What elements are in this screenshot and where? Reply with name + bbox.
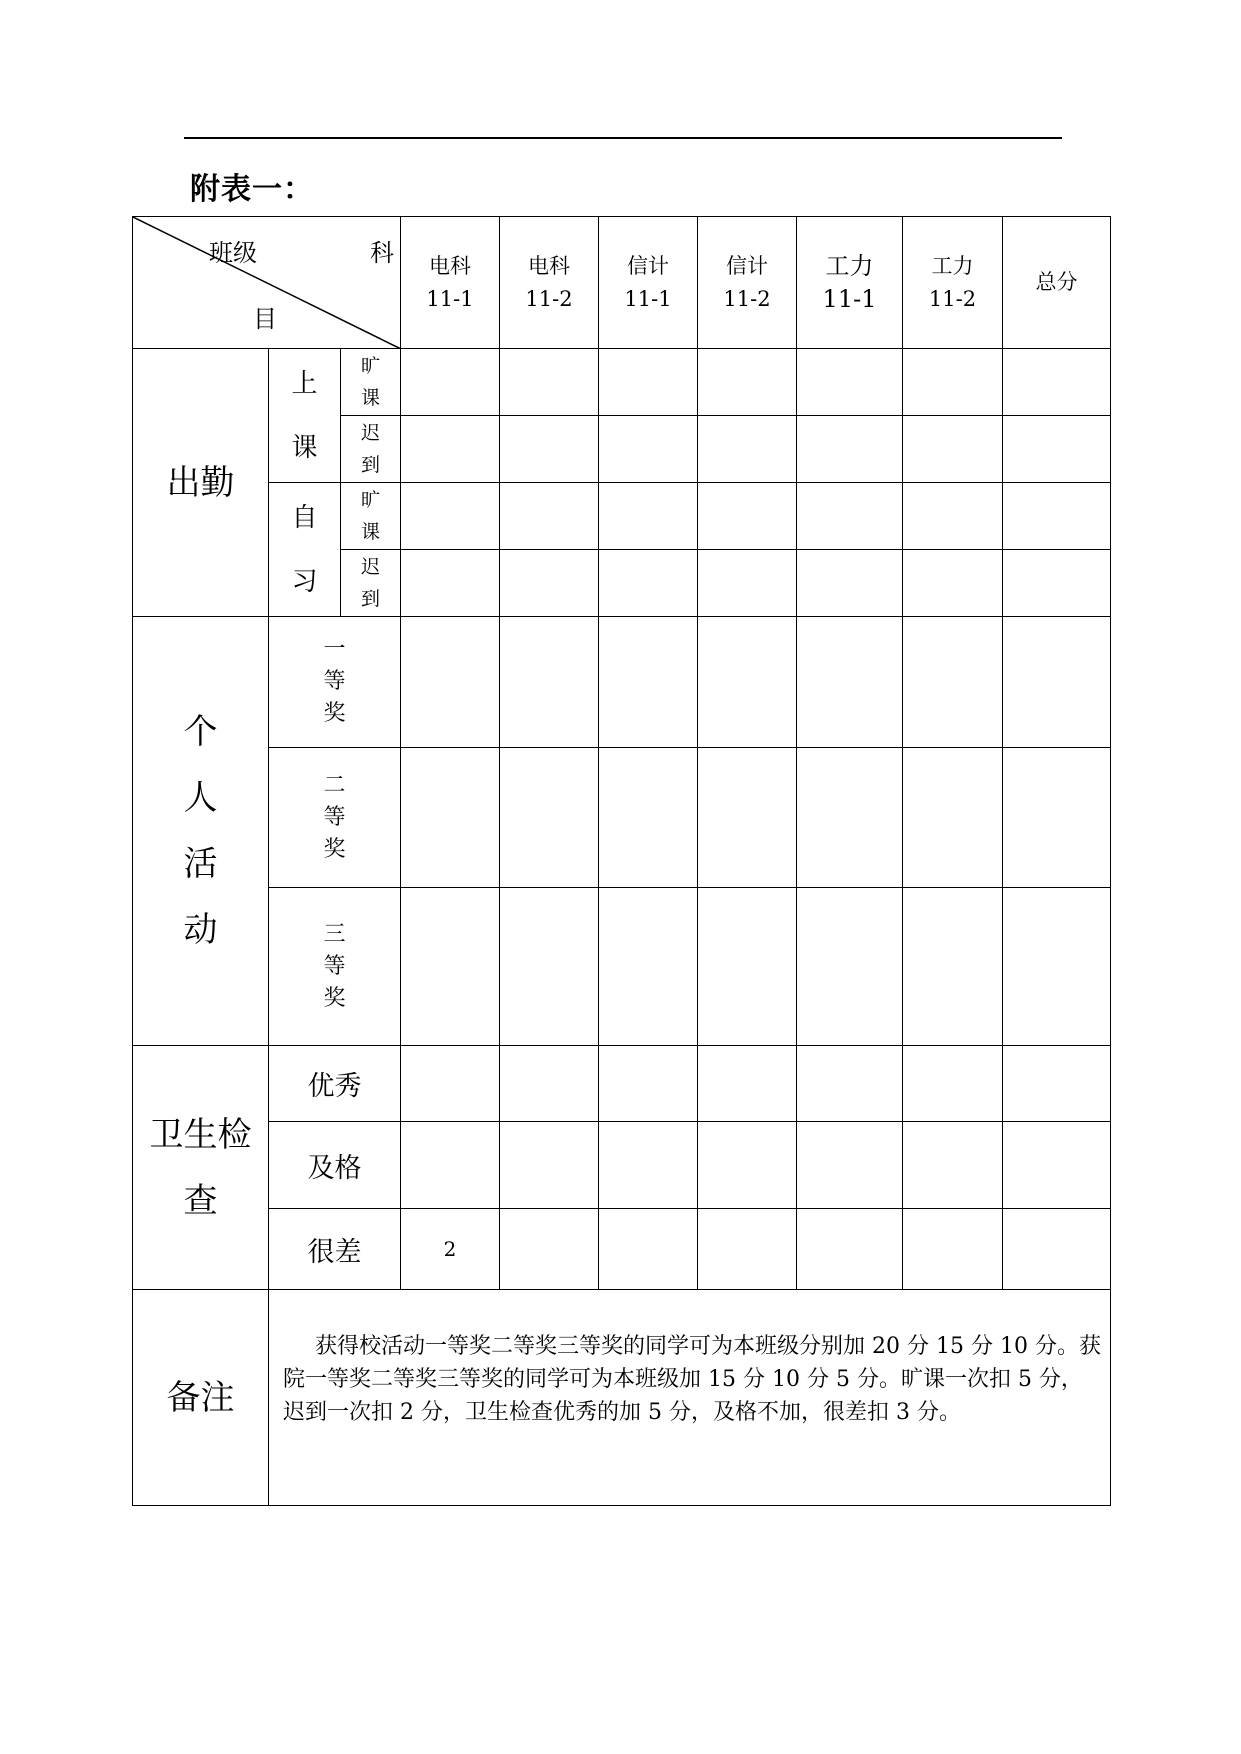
score-table: [132, 216, 1111, 1506]
table-cell: [1003, 748, 1111, 888]
table-cell: [903, 748, 1003, 888]
hygiene-row-poor: [133, 1209, 1111, 1290]
table-cell: [797, 550, 903, 617]
activities-third-prize-label: 三 等 奖: [269, 888, 401, 1046]
table-cell: [797, 1209, 903, 1290]
table-cell: [599, 748, 698, 888]
table-cell: [903, 483, 1003, 550]
table-cell: [500, 349, 599, 416]
corner-subject-label-1: 科: [370, 239, 395, 267]
table-cell: [500, 1046, 599, 1122]
attendance-row-class-absent: [133, 349, 1111, 416]
table-cell: [1003, 1209, 1111, 1290]
table-cell: [797, 748, 903, 888]
attendance-row-study-absent: [133, 483, 1111, 550]
col-header-gl-11-2: 工力 11-2: [903, 217, 1003, 349]
table-cell: [1003, 550, 1111, 617]
attendance-class-group: 上 课: [269, 349, 341, 483]
attendance-absent-label: 旷 课: [341, 483, 401, 550]
table-cell: [797, 483, 903, 550]
hygiene-row-excellent: [133, 1046, 1111, 1122]
col-header-dk-11-1: 电科 11-1: [401, 217, 500, 349]
table-cell: [401, 888, 500, 1046]
activities-label: 个 人 活 动: [133, 617, 269, 1046]
attendance-label: 出勤: [133, 349, 269, 617]
table-cell: [698, 1209, 797, 1290]
activities-row-third: [133, 888, 1111, 1046]
table-cell: [698, 416, 797, 483]
table-cell: [903, 1209, 1003, 1290]
table-cell: [903, 888, 1003, 1046]
table-cell: [599, 888, 698, 1046]
table-cell: [500, 483, 599, 550]
attendance-late-label: 迟 到: [341, 550, 401, 617]
table-cell: [903, 550, 1003, 617]
attendance-late-label: 迟 到: [341, 416, 401, 483]
remarks-row: [133, 1290, 1111, 1506]
table-cell: [698, 1046, 797, 1122]
table-cell: [698, 349, 797, 416]
table-cell: [1003, 617, 1111, 748]
header-row: [133, 217, 1111, 349]
table-cell: [401, 1122, 500, 1209]
table-cell: [903, 349, 1003, 416]
table-cell: [599, 617, 698, 748]
table-cell: [797, 888, 903, 1046]
hygiene-label: 卫生检 查: [133, 1046, 269, 1290]
table-cell: [1003, 349, 1111, 416]
col-header-xj-11-1: 信计 11-1: [599, 217, 698, 349]
table-cell: [500, 1122, 599, 1209]
table-cell: [698, 617, 797, 748]
corner-class-label: 班级: [209, 239, 257, 267]
table-cell: [1003, 888, 1111, 1046]
table-cell: [500, 617, 599, 748]
table-cell: [401, 550, 500, 617]
table-cell: [401, 1046, 500, 1122]
table-cell: [698, 483, 797, 550]
page-heading: 附表一：: [190, 172, 314, 207]
table-cell: [797, 1046, 903, 1122]
table-cell: [903, 617, 1003, 748]
corner-cell: [133, 217, 401, 349]
table-cell: [1003, 483, 1111, 550]
table-cell: [698, 888, 797, 1046]
table-cell: [698, 1122, 797, 1209]
table-cell: [500, 888, 599, 1046]
hygiene-poor-label: 很差: [269, 1209, 401, 1290]
col-header-xj-11-2: 信计 11-2: [698, 217, 797, 349]
table-cell: [500, 1209, 599, 1290]
attendance-study-group: 自 习: [269, 483, 341, 617]
table-cell: [401, 416, 500, 483]
table-cell: [797, 1122, 903, 1209]
table-cell: [698, 748, 797, 888]
hygiene-row-pass: [133, 1122, 1111, 1209]
table-cell: [797, 416, 903, 483]
activities-row-second: [133, 748, 1111, 888]
table-cell: [500, 748, 599, 888]
hygiene-excellent-label: 优秀: [269, 1046, 401, 1122]
col-header-gl-11-1: 工力 11-1: [797, 217, 903, 349]
table-cell: [903, 1122, 1003, 1209]
table-cell: [599, 349, 698, 416]
table-cell: [903, 416, 1003, 483]
table-cell: [599, 416, 698, 483]
hygiene-pass-label: 及格: [269, 1122, 401, 1209]
table-cell: [500, 550, 599, 617]
table-cell: [401, 349, 500, 416]
table-cell: [698, 550, 797, 617]
activities-second-prize-label: 二 等 奖: [269, 748, 401, 888]
table-cell: [1003, 416, 1111, 483]
activities-first-prize-label: 一 等 奖: [269, 617, 401, 748]
remarks-text: 获得校活动一等奖二等奖三等奖的同学可为本班级分别加 20 分 15 分 10 分。获院一等奖二等奖三等奖的同学可为本班级加 15 分 10 分 5 分。旷课一次扣 5 分，迟到一次扣 2 分，卫生检查优秀的加 5 分，及格不加，很差扣 3 分。: [269, 1290, 1111, 1506]
table-cell: [599, 550, 698, 617]
table-cell: [599, 1046, 698, 1122]
table-cell: [599, 1122, 698, 1209]
remarks-label: 备注: [133, 1290, 269, 1506]
top-rule: [184, 137, 1062, 139]
table-cell: [797, 349, 903, 416]
attendance-absent-label: 旷 课: [341, 349, 401, 416]
table-cell: [903, 1046, 1003, 1122]
table-cell: [1003, 1046, 1111, 1122]
table-cell: [1003, 1122, 1111, 1209]
activities-row-first: [133, 617, 1111, 748]
table-cell: [599, 483, 698, 550]
table-cell: [599, 1209, 698, 1290]
hygiene-poor-dk-11-1-value: 2: [401, 1209, 500, 1290]
corner-subject-label-2: 目: [253, 305, 277, 333]
table-cell: [401, 748, 500, 888]
table-cell: [401, 483, 500, 550]
col-header-dk-11-2: 电科 11-2: [500, 217, 599, 349]
table-cell: [401, 617, 500, 748]
table-cell: [797, 617, 903, 748]
table-cell: [500, 416, 599, 483]
col-header-total: 总分: [1003, 217, 1111, 349]
